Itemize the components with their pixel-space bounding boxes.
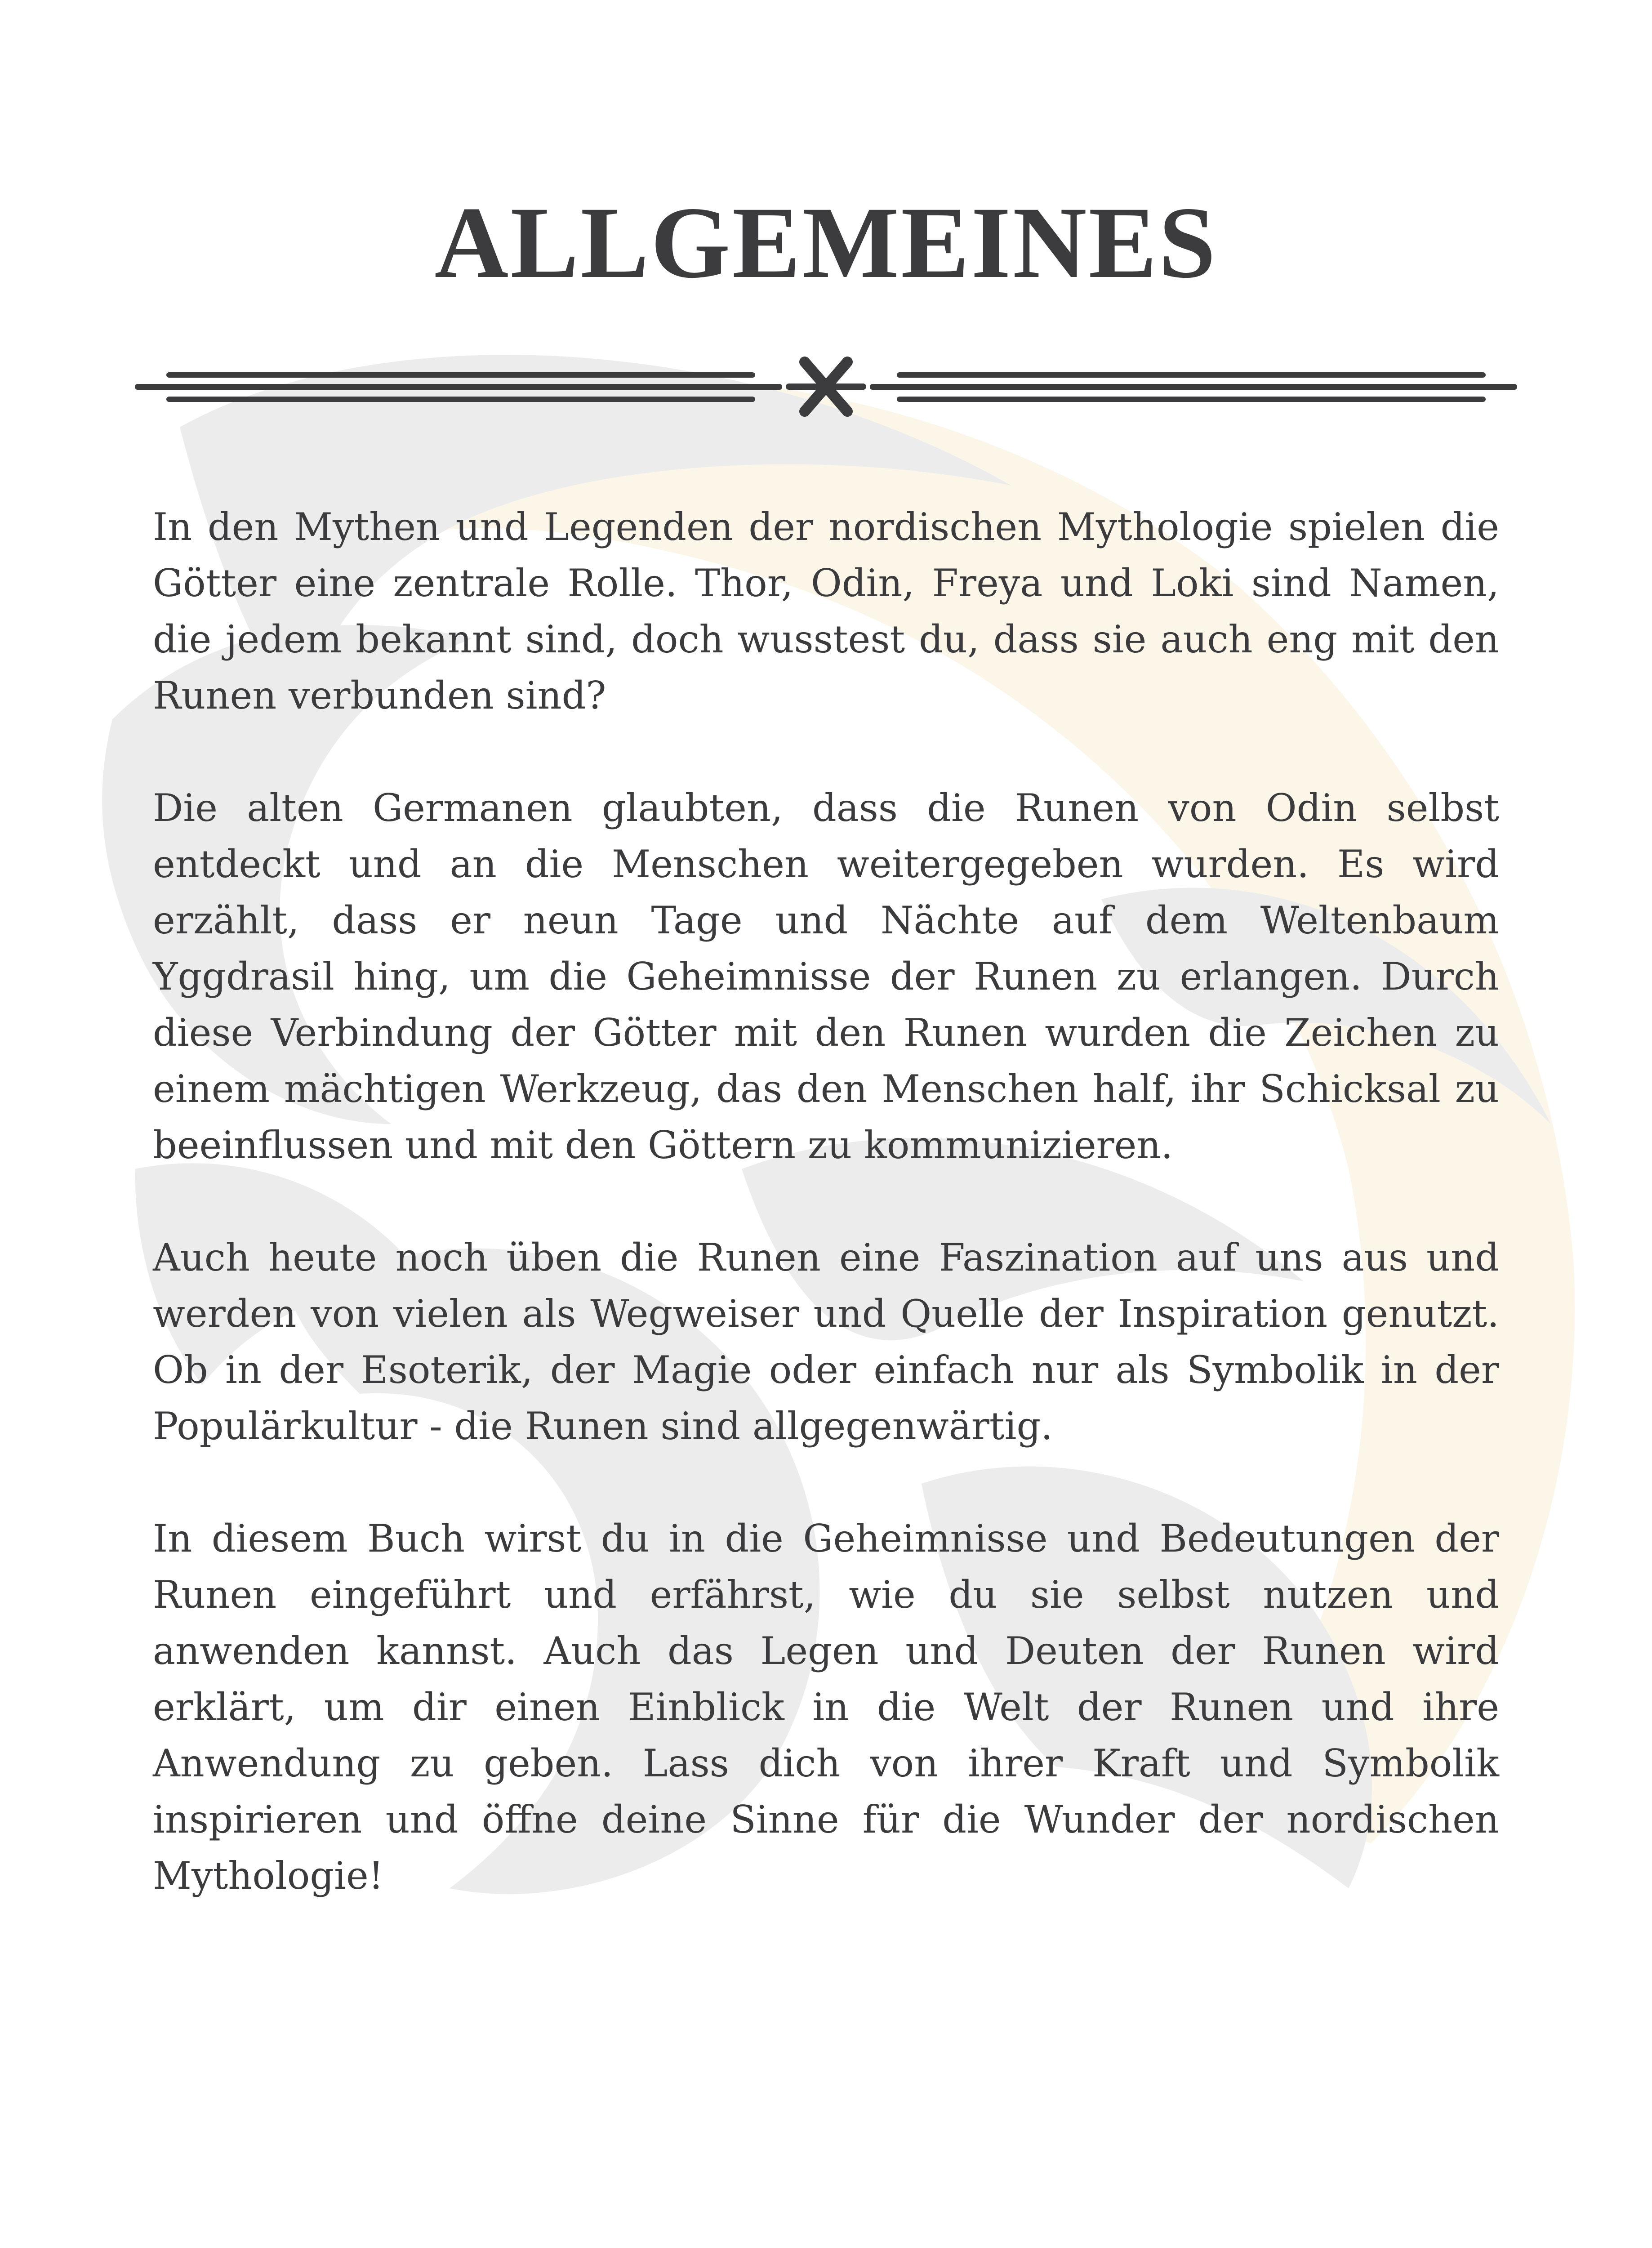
paragraph: In den Mythen und Legenden der nordischen Mythologie spielen die Götter eine zentrale Rolle. Thor, Odin, Freya und Loki sind Namen, die jedem bekannt sind, doch wusstest du, dass sie auch eng mit den Runen verbunden sind?	[153, 505, 1499, 718]
body-text	[153, 499, 1499, 1960]
ornamental-divider-icon	[135, 351, 1517, 423]
paragraph: Die alten Germanen glaubten, dass die Runen von Odin selbst entdeckt und an die Menschen weitergegeben wurden. Es wird erzählt, dass er neun Tage und Nächte auf dem Weltenbaum Yggdrasil hing, um die Geheimnisse der Runen zu erlangen. Durch diese Verbindung der Götter mit den Runen wurden die Zeichen zu einem mächtigen Werkzeug, das den Menschen half, ihr Schicksal zu beeinflussen und mit den Göttern zu kommunizieren.	[153, 786, 1499, 1167]
paragraph: Auch heute noch üben die Runen eine Faszination auf uns aus und werden von vielen als Wegweiser und Quelle der Inspiration genutzt. Ob in der Esoterik, der Magie oder einfach nur als Symbolik in der Populärkultur - die Runen sind allgegenwärtig.	[153, 1236, 1499, 1448]
paragraph: In diesem Buch wirst du in die Geheimnisse und Bedeutungen der Runen eingeführt und erfährst, wie du sie selbst nutzen und anwenden kannst. Auch das Legen und Deuten der Runen wird erklärt, um dir einen Einblick in die Welt der Runen und ihre Anwendung zu geben. Lass dich von ihrer Kraft und Symbolik inspirieren und öffne deine Sinne für die Wunder der nordischen Mythologie!	[153, 1517, 1499, 1898]
page-title: ALLGEMEINES	[434, 186, 1218, 299]
